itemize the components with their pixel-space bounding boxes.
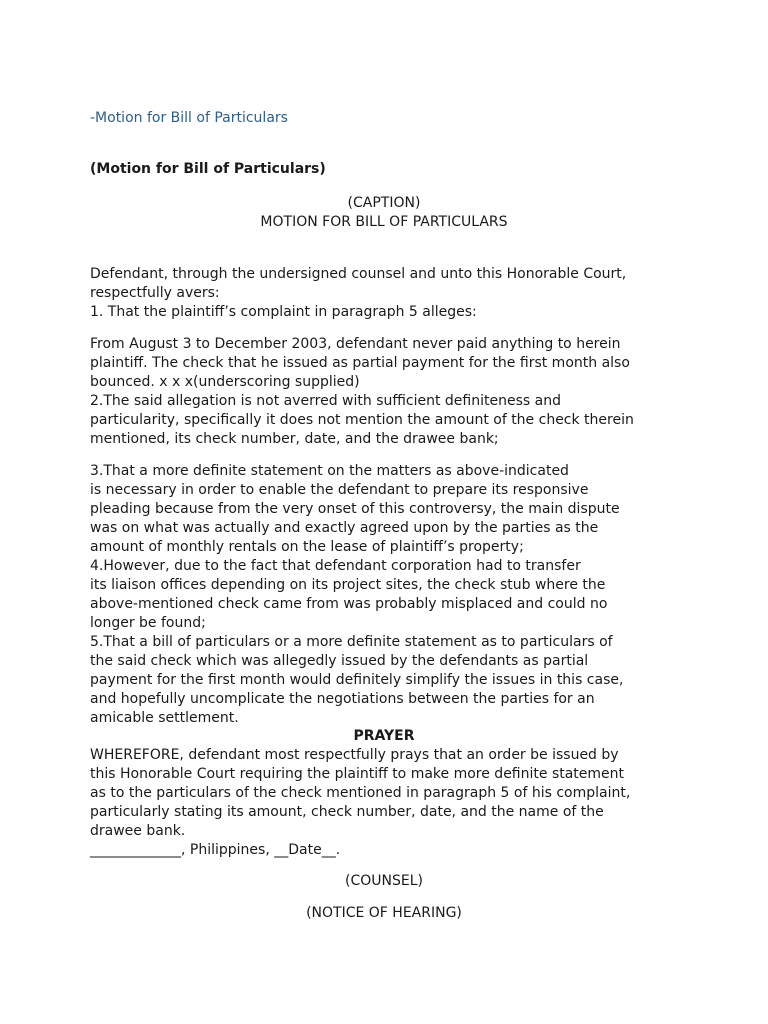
- text-line: amount of monthly rentals on the lease of plaintiff’s property;: [90, 539, 524, 555]
- text-line: Defendant, through the undersigned counsel and unto this Honorable Court,: [90, 266, 627, 282]
- caption-label: (CAPTION): [347, 195, 421, 211]
- text-line: its liaison offices depending on its project sites, the check stub where the: [90, 577, 606, 593]
- text-line: amicable settlement.: [90, 710, 239, 726]
- text-line: respectfully avers:: [90, 285, 220, 301]
- text-line: was on what was actually and exactly agreed upon by the parties as the: [90, 520, 599, 536]
- notice-of-hearing: (NOTICE OF HEARING): [306, 905, 462, 921]
- text-line: 1. That the plaintiff’s complaint in paragraph 5 alleges:: [90, 304, 477, 320]
- numbered-paragraphs: [90, 462, 690, 728]
- quoted-allegation: [90, 335, 690, 449]
- document-subtitle: (Motion for Bill of Particulars): [90, 161, 326, 177]
- text-line: 2.The said allegation is not averred with sufficient definiteness and: [90, 393, 561, 409]
- text-line: plaintiff. The check that he issued as partial payment for the first month also: [90, 355, 630, 371]
- prayer-paragraph: [90, 746, 690, 860]
- caption-block: [90, 194, 678, 232]
- text-line: bounced. x x x(underscoring supplied): [90, 374, 360, 390]
- text-line: From August 3 to December 2003, defendant never paid anything to herein: [90, 336, 621, 352]
- text-line: WHEREFORE, defendant most respectfully prays that an order be issued by: [90, 747, 619, 763]
- text-line: as to the particulars of the check mentioned in paragraph 5 of his complaint,: [90, 785, 631, 801]
- text-line: particularly stating its amount, check number, date, and the name of the: [90, 804, 604, 820]
- text-line: mentioned, its check number, date, and the drawee bank;: [90, 431, 499, 447]
- text-line: this Honorable Court requiring the plaintiff to make more definite statement: [90, 766, 625, 782]
- intro-paragraph: [90, 265, 690, 322]
- counsel-signature: (COUNSEL): [345, 873, 423, 889]
- text-line: is necessary in order to enable the defendant to prepare its responsive: [90, 482, 589, 498]
- date-line: _____________, Philippines, __Date__.: [90, 842, 341, 858]
- text-line: particularity, specifically it does not mention the amount of the check therein: [90, 412, 634, 428]
- text-line: above-mentioned check came from was probably misplaced and could no: [90, 596, 608, 612]
- text-line: 3.That a more definite statement on the matters as above-indicated: [90, 463, 569, 479]
- motion-title: MOTION FOR BILL OF PARTICULARS: [260, 214, 508, 230]
- text-line: payment for the first month would definitely simplify the issues in this case,: [90, 672, 624, 688]
- text-line: longer be found;: [90, 615, 206, 631]
- text-line: and hopefully uncomplicate the negotiations between the parties for an: [90, 691, 595, 707]
- text-line: 5.That a bill of particulars or a more definite statement as to particulars of: [90, 634, 613, 650]
- document-page: [90, 0, 690, 1024]
- text-line: 4.However, due to the fact that defendant corporation had to transfer: [90, 558, 581, 574]
- text-line: pleading because from the very onset of this controversy, the main dispute: [90, 501, 620, 517]
- text-line: the said check which was allegedly issued by the defendants as partial: [90, 653, 589, 669]
- document-title-link[interactable]: -Motion for Bill of Particulars: [90, 110, 288, 126]
- prayer-heading: PRAYER: [353, 728, 415, 744]
- text-line: drawee bank.: [90, 823, 186, 839]
